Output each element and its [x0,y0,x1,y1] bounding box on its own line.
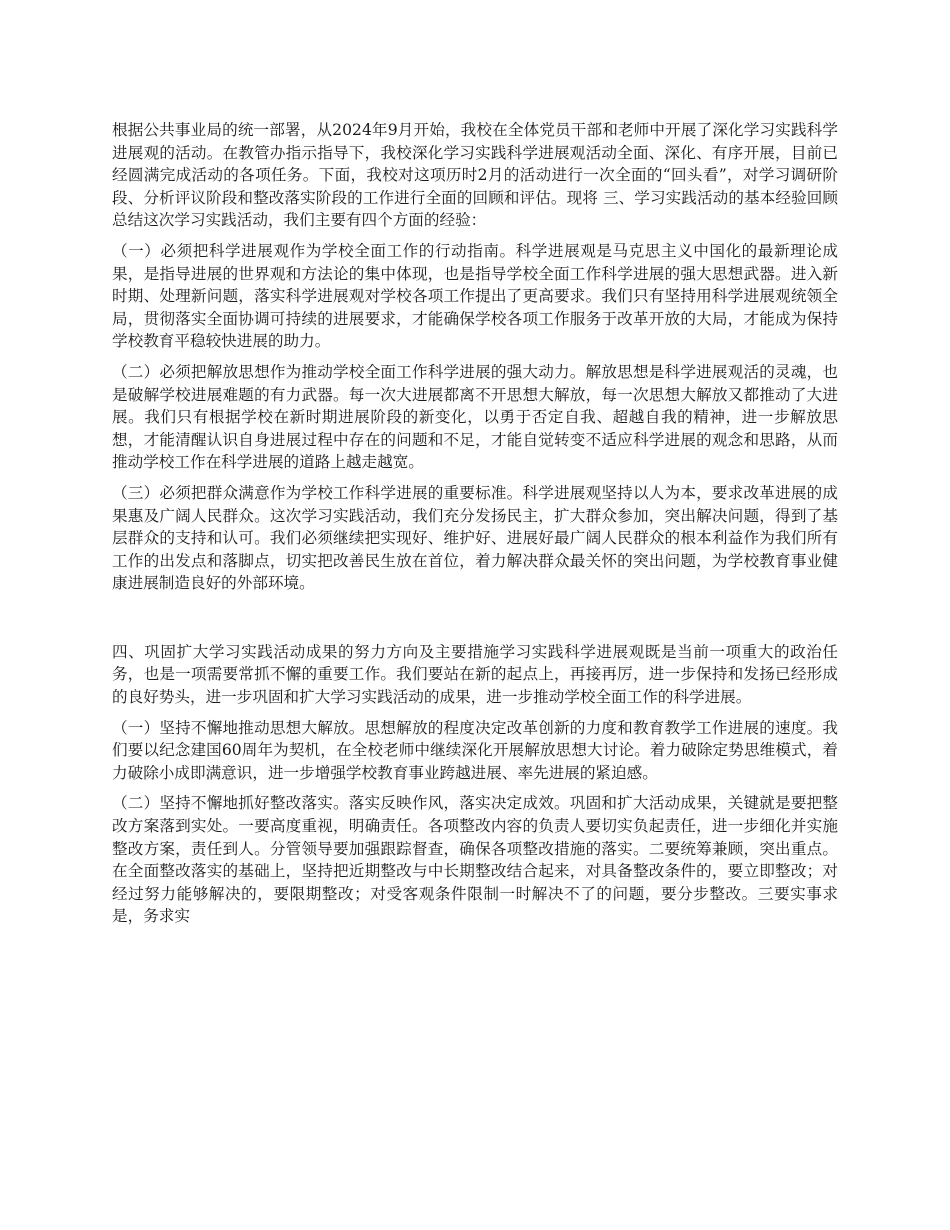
experience-paragraph-3: （三）必须把群众满意作为学校工作科学进展的重要标准。科学进展观坚持以人为本，要求改革进展的成果惠及广阔人民群众。这次学习实践活动，我们充分发扬民主，扩大群众参加，突出解决问题，得到了基层群众的支持和认可。我们必须继续把实现好、维护好、进展好最广阔人民群众的根本利益作为我们所有工作的出发点和落脚点，切实把改善民生放在首位，着力解决群众最关怀的突出问题，为学校教育事业健康进展制造良好的外部环境。 [112,483,838,593]
measure-paragraph-1: （一）坚持不懈地推动思想大解放。思想解放的程度决定改革创新的力度和教育教学工作进展的速度。我们要以纪念建国60周年为契机，在全校老师中继续深化开展解放思想大讨论。着力破除定势思维模式，着力破除小成即满意识，进一步增强学校教育事业跨越进展、率先进展的紧迫感。 [112,718,838,782]
experience-paragraph-1: （一）必须把科学进展观作为学校全面工作的行动指南。科学进展观是马克思主义中国化的最新理论成果，是指导进展的世界观和方法论的集中体现，也是指导学校全面工作科学进展的强大思想武器。进入新时期、处理新问题，落实科学进展观对学校各项工作提出了更高要求。我们只有坚持用科学进展观统领全局，贯彻落实全面协调可持续的进展要求，才能确保学校各项工作服务于改革开放的大局，才能成为保持学校教育平稳较快进展的助力。 [112,241,838,351]
document-body [112,119,838,936]
measure-paragraph-2: （二）坚持不懈地抓好整改落实。落实反映作风，落实决定成效。巩固和扩大活动成果，关键就是要把整改方案落到实处。一要高度重视，明确责任。各项整改内容的负责人要切实负起责任，进一步细化并实施整改方案，责任到人。分管领导要加强跟踪督查，确保各项整改措施的落实。二要统筹兼顾，突出重点。在全面整改落实的基础上，坚持把近期整改与中长期整改结合起来，对具备整改条件的，要立即整改；对经过努力能够解决的，要限期整改；对受客观条件限制一时解决不了的问题，要分步整改。三要实事求是，务求实 [112,794,838,926]
section-four-paragraph: 四、巩固扩大学习实践活动成果的努力方向及主要措施学习实践科学进展观既是当前一项重大的政治任务，也是一项需要常抓不懈的重要工作。我们要站在新的起点上，再接再厉，进一步保持和发扬已经形成的良好势头，进一步巩固和扩大学习实践活动的成果，进一步推动学校全面工作的科学进展。 [112,642,838,707]
intro-paragraph: 根据公共事业局的统一部署，从2024年9月开始，我校在全体党员干部和老师中开展了深化学习实践科学进展观的活动。在教管办指示指导下，我校深化学习实践科学进展观活动全面、深化、有序开展，目前已经圆满完成活动的各项任务。下面，我校对这项历时2月的活动进行一次全面的“回头看”，对学习调研阶段、分析评议阶段和整改落实阶段的工作进行全面的回顾和评估。现将 三、学习实践活动的基本经验回顾总结这次学习实践活动，我们主要有四个方面的经验： [112,121,838,230]
section-gap [112,603,838,641]
experience-paragraph-2: （二）必须把解放思想作为推动学校全面工作科学进展的强大动力。解放思想是科学进展观活的灵魂，也是破解学校进展难题的有力武器。每一次大进展都离不开思想大解放，每一次思想大解放又都推动了大进展。我们只有根据学校在新时期进展阶段的新变化，以勇于否定自我、超越自我的精神，进一步解放思想，才能清醒认识自身进展过程中存在的问题和不足，才能自觉转变不适应科学进展的观念和思路，从而推动学校工作在科学进展的道路上越走越宽。 [112,362,838,472]
